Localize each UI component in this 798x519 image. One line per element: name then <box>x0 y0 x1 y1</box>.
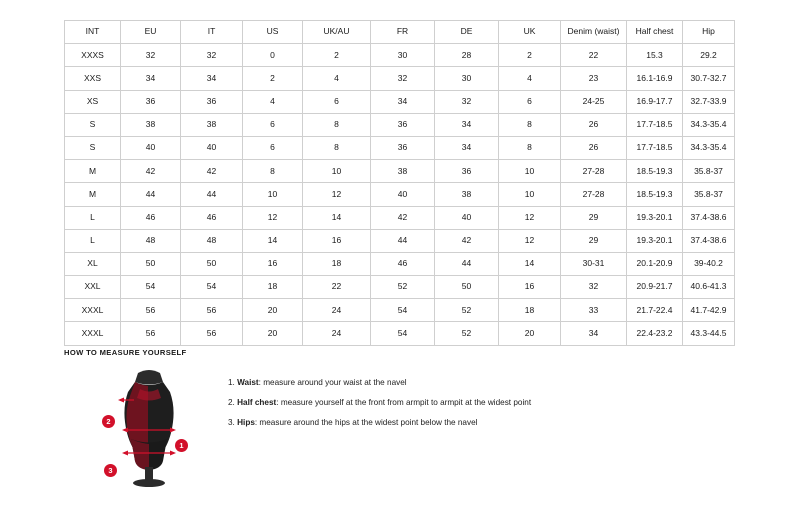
table-cell: 14 <box>499 252 561 275</box>
table-cell: 26 <box>561 136 627 159</box>
table-cell: 36 <box>121 90 181 113</box>
table-cell: 4 <box>303 67 371 90</box>
table-cell: 16.1-16.9 <box>627 67 683 90</box>
table-cell: 42 <box>121 160 181 183</box>
table-row <box>65 299 735 322</box>
table-cell: S <box>65 113 121 136</box>
table-cell: S <box>65 136 121 159</box>
table-row <box>65 90 735 113</box>
table-cell: 34 <box>181 67 243 90</box>
table-header-cell: DE <box>435 21 499 44</box>
table-cell: 20.9-21.7 <box>627 276 683 299</box>
table-row <box>65 322 735 345</box>
measure-bullet-3: 3 <box>104 464 117 477</box>
table-cell: XXXL <box>65 299 121 322</box>
table-cell: 46 <box>181 206 243 229</box>
table-cell: 56 <box>121 322 181 345</box>
table-header-cell: IT <box>181 21 243 44</box>
table-cell: 8 <box>303 113 371 136</box>
table-row <box>65 276 735 299</box>
table-cell: 35.8-37 <box>683 183 735 206</box>
table-cell: 34.3-35.4 <box>683 113 735 136</box>
table-header-row <box>65 21 735 44</box>
table-cell: 20 <box>243 322 303 345</box>
table-cell: 34 <box>435 136 499 159</box>
table-cell: 32 <box>561 276 627 299</box>
measure-bullet-2: 2 <box>102 415 115 428</box>
table-cell: 22.4-23.2 <box>627 322 683 345</box>
measure-step-term: Hips <box>237 418 255 428</box>
table-cell: 8 <box>499 113 561 136</box>
table-cell: 12 <box>303 183 371 206</box>
table-cell: XS <box>65 90 121 113</box>
table-cell: 27-28 <box>561 183 627 206</box>
table-cell: 38 <box>371 160 435 183</box>
measure-step-text: : measure yourself at the front from armpit to armpit at the widest point <box>276 398 532 408</box>
table-header-cell: UK/AU <box>303 21 371 44</box>
table-cell: XXL <box>65 276 121 299</box>
table-cell: 32 <box>181 44 243 67</box>
table-cell: 38 <box>121 113 181 136</box>
table-cell: 34 <box>121 67 181 90</box>
table-cell: 37.4-38.6 <box>683 206 735 229</box>
table-cell: 21.7-22.4 <box>627 299 683 322</box>
table-cell: 34 <box>561 322 627 345</box>
table-cell: 4 <box>499 67 561 90</box>
table-cell: 52 <box>435 322 499 345</box>
table-cell: 16.9-17.7 <box>627 90 683 113</box>
table-header-cell: UK <box>499 21 561 44</box>
table-cell: 42 <box>435 229 499 252</box>
table-cell: XXS <box>65 67 121 90</box>
measure-step-number: 1. <box>228 378 235 387</box>
table-cell: 12 <box>499 206 561 229</box>
table-cell: 24-25 <box>561 90 627 113</box>
table-cell: 50 <box>181 252 243 275</box>
table-cell: 56 <box>181 299 243 322</box>
table-cell: M <box>65 183 121 206</box>
table-cell: 12 <box>243 206 303 229</box>
table-cell: 10 <box>243 183 303 206</box>
table-cell: 0 <box>243 44 303 67</box>
table-cell: 38 <box>435 183 499 206</box>
table-cell: 19.3-20.1 <box>627 206 683 229</box>
table-cell: 19.3-20.1 <box>627 229 683 252</box>
table-cell: 29 <box>561 206 627 229</box>
table-cell: 50 <box>121 252 181 275</box>
table-cell: 40.6-41.3 <box>683 276 735 299</box>
table-cell: 52 <box>371 276 435 299</box>
table-cell: 41.7-42.9 <box>683 299 735 322</box>
table-row <box>65 113 735 136</box>
table-cell: 8 <box>243 160 303 183</box>
table-cell: 29.2 <box>683 44 735 67</box>
table-cell: 18 <box>499 299 561 322</box>
table-cell: 43.3-44.5 <box>683 322 735 345</box>
table-row <box>65 136 735 159</box>
table-cell: 28 <box>435 44 499 67</box>
table-cell: L <box>65 206 121 229</box>
measure-step-number: 2. <box>228 398 235 408</box>
table-cell: 6 <box>499 90 561 113</box>
table-cell: 40 <box>121 136 181 159</box>
table-header-cell: INT <box>65 21 121 44</box>
table-cell: 16 <box>243 252 303 275</box>
table-cell: XXXS <box>65 44 121 67</box>
table-head <box>65 21 735 44</box>
how-to-measure-section <box>64 348 744 492</box>
table-cell: 36 <box>181 90 243 113</box>
table-cell: 24 <box>303 299 371 322</box>
table-cell: 46 <box>371 252 435 275</box>
table-cell: 8 <box>499 136 561 159</box>
measure-step-term: Half chest <box>237 398 277 408</box>
table-cell: 48 <box>121 229 181 252</box>
table-cell: 4 <box>243 90 303 113</box>
table-cell: 27-28 <box>561 160 627 183</box>
table-cell: 36 <box>371 113 435 136</box>
table-cell: M <box>65 160 121 183</box>
table-cell: 30 <box>435 67 499 90</box>
table-cell: 48 <box>181 229 243 252</box>
table-cell: 2 <box>243 67 303 90</box>
table-cell: 10 <box>499 183 561 206</box>
measure-step-text: : measure around your waist at the navel <box>258 378 407 387</box>
table-cell: 44 <box>435 252 499 275</box>
table-cell: 44 <box>181 183 243 206</box>
table-cell: 29 <box>561 229 627 252</box>
table-cell: 52 <box>435 299 499 322</box>
table-header-cell: Denim (waist) <box>561 21 627 44</box>
table-header-cell: Half chest <box>627 21 683 44</box>
table-cell: 17.7-18.5 <box>627 113 683 136</box>
table-cell: 34 <box>371 90 435 113</box>
table-cell: 40 <box>371 183 435 206</box>
table-cell: 2 <box>303 44 371 67</box>
table-header-cell: FR <box>371 21 435 44</box>
table-cell: 32.7-33.9 <box>683 90 735 113</box>
table-cell: 54 <box>371 299 435 322</box>
table-cell: 26 <box>561 113 627 136</box>
measure-step <box>228 377 531 388</box>
table-cell: 36 <box>371 136 435 159</box>
table-cell: 12 <box>499 229 561 252</box>
table-cell: 37.4-38.6 <box>683 229 735 252</box>
size-table-container <box>64 20 734 346</box>
measure-bullet-1: 1 <box>175 439 188 452</box>
measure-steps <box>228 367 531 437</box>
table-cell: 40 <box>435 206 499 229</box>
table-cell: 34 <box>435 113 499 136</box>
table-cell: 18.5-19.3 <box>627 160 683 183</box>
table-cell: 17.7-18.5 <box>627 136 683 159</box>
measure-step-text: : measure around the hips at the widest point below the navel <box>254 418 478 428</box>
table-cell: 38 <box>181 113 243 136</box>
measure-step-term: Waist <box>237 378 259 387</box>
mannequin-figure <box>94 367 204 492</box>
table-cell: 2 <box>499 44 561 67</box>
table-row <box>65 229 735 252</box>
table-cell: 35.8-37 <box>683 160 735 183</box>
table-cell: 10 <box>499 160 561 183</box>
table-cell: 16 <box>303 229 371 252</box>
table-header-cell: EU <box>121 21 181 44</box>
table-cell: 32 <box>121 44 181 67</box>
table-cell: 24 <box>303 322 371 345</box>
table-cell: 18.5-19.3 <box>627 183 683 206</box>
table-cell: 14 <box>243 229 303 252</box>
table-cell: 36 <box>435 160 499 183</box>
table-cell: 20 <box>499 322 561 345</box>
table-cell: 56 <box>181 322 243 345</box>
table-cell: 22 <box>561 44 627 67</box>
table-cell: 6 <box>243 136 303 159</box>
table-cell: 39-40.2 <box>683 252 735 275</box>
table-cell: 18 <box>243 276 303 299</box>
table-cell: 30.7-32.7 <box>683 67 735 90</box>
measure-step-number: 3. <box>228 418 235 428</box>
table-cell: 20 <box>243 299 303 322</box>
table-row <box>65 206 735 229</box>
table-cell: 15.3 <box>627 44 683 67</box>
table-row <box>65 252 735 275</box>
how-to-measure-body <box>64 367 744 492</box>
table-body <box>65 44 735 345</box>
table-cell: 32 <box>435 90 499 113</box>
table-cell: 44 <box>121 183 181 206</box>
table-cell: 32 <box>371 67 435 90</box>
table-cell: 8 <box>303 136 371 159</box>
table-cell: 54 <box>371 322 435 345</box>
size-conversion-table <box>64 20 735 346</box>
table-cell: 14 <box>303 206 371 229</box>
table-cell: 42 <box>181 160 243 183</box>
table-cell: 10 <box>303 160 371 183</box>
table-header-cell: US <box>243 21 303 44</box>
table-header-cell: Hip <box>683 21 735 44</box>
table-cell: 40 <box>181 136 243 159</box>
table-row <box>65 183 735 206</box>
how-to-measure-title: HOW TO MEASURE YOURSELF <box>64 348 187 357</box>
table-cell: 46 <box>121 206 181 229</box>
table-cell: 20.1-20.9 <box>627 252 683 275</box>
table-cell: 42 <box>371 206 435 229</box>
measure-step <box>228 397 531 408</box>
table-cell: 54 <box>181 276 243 299</box>
table-cell: L <box>65 229 121 252</box>
table-cell: 22 <box>303 276 371 299</box>
table-cell: 34.3-35.4 <box>683 136 735 159</box>
table-cell: 23 <box>561 67 627 90</box>
table-cell: 44 <box>371 229 435 252</box>
table-cell: XXXL <box>65 322 121 345</box>
table-cell: 54 <box>121 276 181 299</box>
table-cell: 18 <box>303 252 371 275</box>
table-cell: 30-31 <box>561 252 627 275</box>
table-row <box>65 160 735 183</box>
table-cell: 30 <box>371 44 435 67</box>
table-cell: 56 <box>121 299 181 322</box>
table-cell: 16 <box>499 276 561 299</box>
table-row <box>65 67 735 90</box>
table-cell: 6 <box>303 90 371 113</box>
table-cell: 6 <box>243 113 303 136</box>
table-cell: XL <box>65 252 121 275</box>
measure-step <box>228 417 531 428</box>
table-cell: 33 <box>561 299 627 322</box>
table-row <box>65 44 735 67</box>
table-cell: 50 <box>435 276 499 299</box>
